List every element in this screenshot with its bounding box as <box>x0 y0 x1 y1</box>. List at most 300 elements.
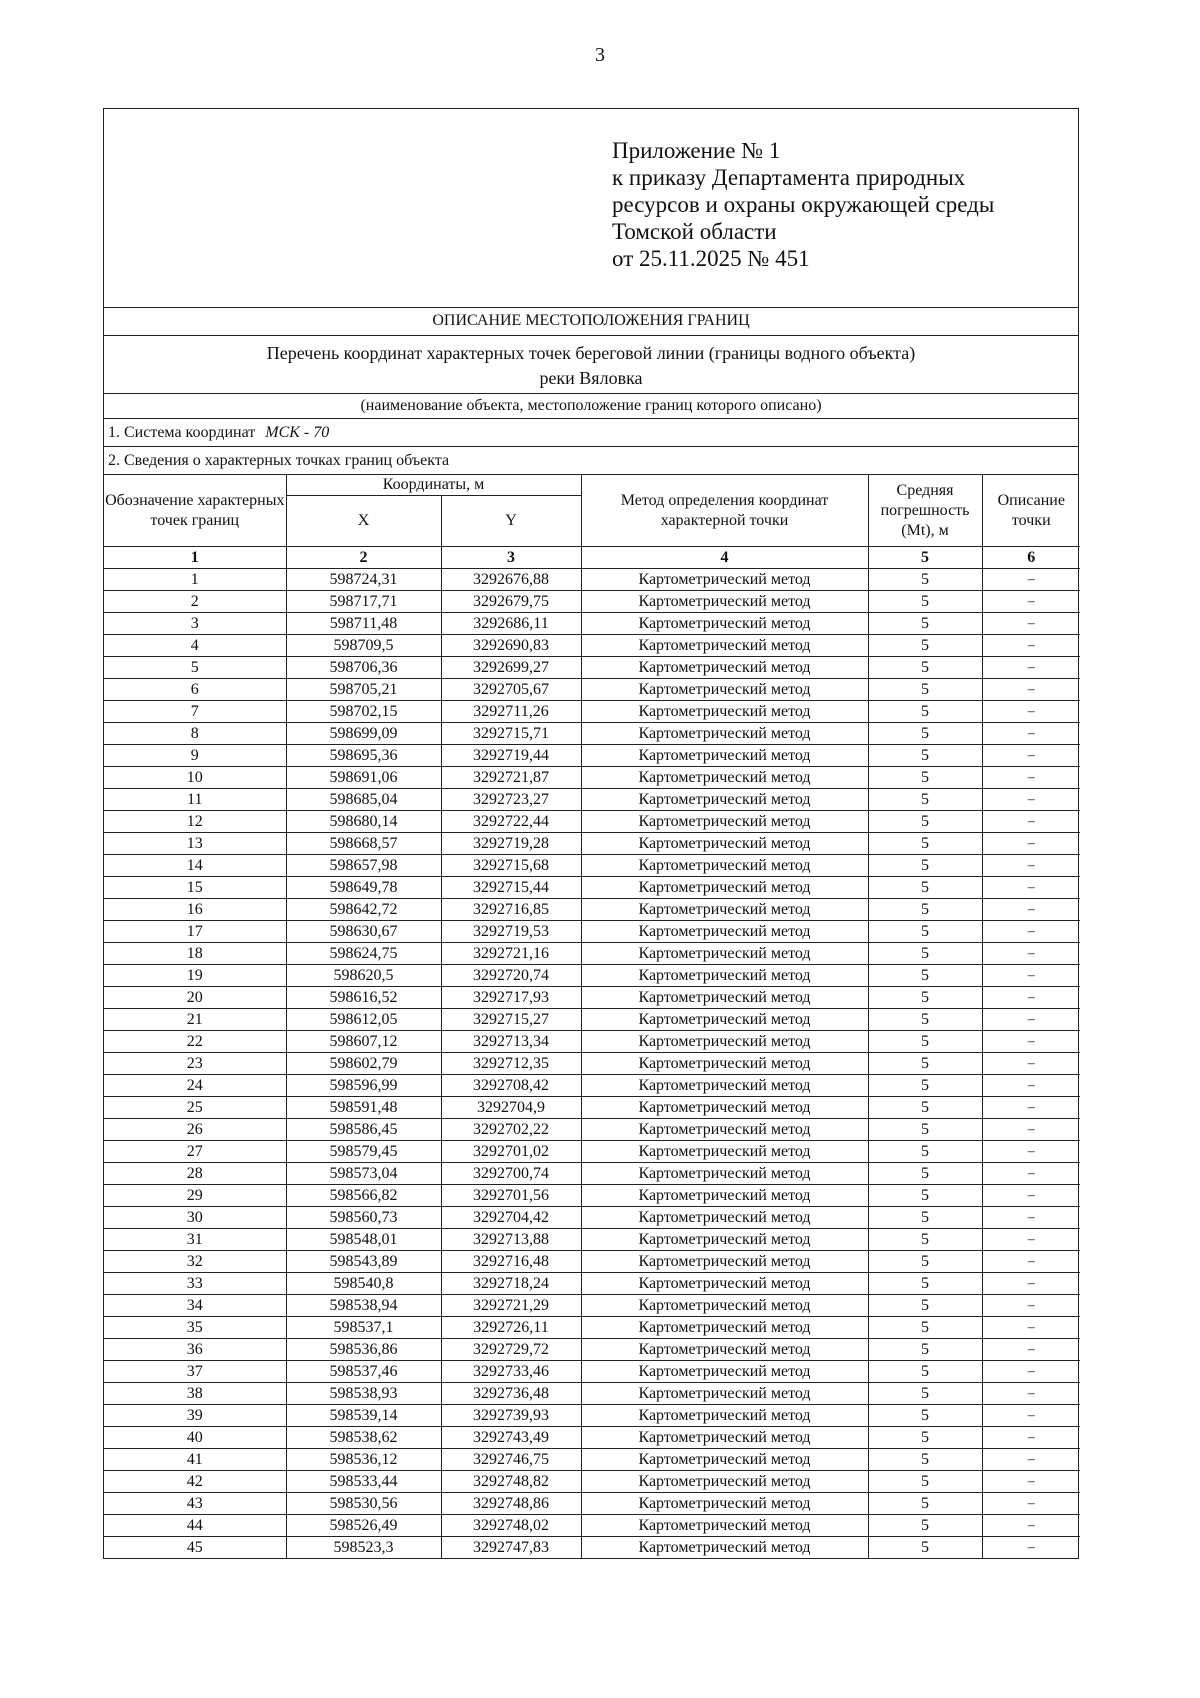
cell-y-value: 3292701,02 <box>441 1141 581 1163</box>
table-row <box>104 899 1080 921</box>
cell-description: – <box>982 1295 1080 1317</box>
cell-method: Картометрический метод <box>581 1141 868 1163</box>
cell-method: Картометрический метод <box>581 877 868 899</box>
cell-point-id: 43 <box>104 1493 286 1515</box>
cell-y-value: 3292679,75 <box>441 591 581 613</box>
cell-error-value: 5 <box>868 1119 982 1141</box>
cell-point-id: 26 <box>104 1119 286 1141</box>
cell-method: Картометрический метод <box>581 723 868 745</box>
table-row <box>104 1185 1080 1207</box>
cell-method: Картометрический метод <box>581 1207 868 1229</box>
cell-description: – <box>982 1009 1080 1031</box>
cell-point-id: 14 <box>104 855 286 877</box>
cell-method: Картометрический метод <box>581 635 868 657</box>
cell-error-value: 5 <box>868 789 982 811</box>
cell-point-id: 11 <box>104 789 286 811</box>
cell-description: – <box>982 1493 1080 1515</box>
cell-y-value: 3292704,42 <box>441 1207 581 1229</box>
cell-method: Картометрический метод <box>581 591 868 613</box>
table-row <box>104 1119 1080 1141</box>
cell-point-id: 19 <box>104 965 286 987</box>
cell-method: Картометрический метод <box>581 1053 868 1075</box>
table-row <box>104 943 1080 965</box>
cell-y-value: 3292715,71 <box>441 723 581 745</box>
cell-y-value: 3292721,87 <box>441 767 581 789</box>
cell-y-value: 3292726,11 <box>441 1317 581 1339</box>
cell-method: Картометрический метод <box>581 1515 868 1537</box>
table-row <box>104 1449 1080 1471</box>
cell-x-value: 598533,44 <box>286 1471 441 1493</box>
cell-y-value: 3292719,53 <box>441 921 581 943</box>
points-heading: 2. Сведения о характерных точках границ объекта <box>104 447 1078 475</box>
cell-y-value: 3292733,46 <box>441 1361 581 1383</box>
cell-error-value: 5 <box>868 1515 982 1537</box>
cell-description: – <box>982 613 1080 635</box>
cell-point-id: 23 <box>104 1053 286 1075</box>
cell-method: Картометрический метод <box>581 965 868 987</box>
cell-method: Картометрический метод <box>581 1119 868 1141</box>
column-number: 1 <box>104 547 286 569</box>
cell-method: Картометрический метод <box>581 789 868 811</box>
cell-x-value: 598702,15 <box>286 701 441 723</box>
cell-error-value: 5 <box>868 1053 982 1075</box>
cell-point-id: 9 <box>104 745 286 767</box>
cell-error-value: 5 <box>868 657 982 679</box>
cell-y-value: 3292720,74 <box>441 965 581 987</box>
table-row <box>104 1493 1080 1515</box>
coordinate-system-row <box>104 419 1078 447</box>
cell-point-id: 3 <box>104 613 286 635</box>
table-row <box>104 1075 1080 1097</box>
cell-point-id: 5 <box>104 657 286 679</box>
cell-error-value: 5 <box>868 1361 982 1383</box>
cell-error-value: 5 <box>868 1493 982 1515</box>
table-row <box>104 1515 1080 1537</box>
cell-error-value: 5 <box>868 1295 982 1317</box>
table-row <box>104 1471 1080 1493</box>
cell-point-id: 31 <box>104 1229 286 1251</box>
cell-y-value: 3292748,02 <box>441 1515 581 1537</box>
cell-error-value: 5 <box>868 569 982 591</box>
cell-y-value: 3292713,88 <box>441 1229 581 1251</box>
table-row <box>104 1273 1080 1295</box>
table-row <box>104 1339 1080 1361</box>
table-row <box>104 811 1080 833</box>
cell-x-value: 598657,98 <box>286 855 441 877</box>
header-point: Обозначение характерных точек границ <box>104 475 286 547</box>
cell-method: Картометрический метод <box>581 1295 868 1317</box>
cell-y-value: 3292721,16 <box>441 943 581 965</box>
cell-description: – <box>982 701 1080 723</box>
table-row <box>104 1251 1080 1273</box>
cell-error-value: 5 <box>868 701 982 723</box>
cell-description: – <box>982 1053 1080 1075</box>
cell-description: – <box>982 1449 1080 1471</box>
table-row <box>104 1317 1080 1339</box>
cell-method: Картометрический метод <box>581 657 868 679</box>
cell-x-value: 598596,99 <box>286 1075 441 1097</box>
table-row <box>104 767 1080 789</box>
cell-error-value: 5 <box>868 591 982 613</box>
cell-error-value: 5 <box>868 1031 982 1053</box>
cell-method: Картометрический метод <box>581 921 868 943</box>
cell-point-id: 10 <box>104 767 286 789</box>
cell-error-value: 5 <box>868 1141 982 1163</box>
cell-method: Картометрический метод <box>581 1339 868 1361</box>
cell-x-value: 598602,79 <box>286 1053 441 1075</box>
cell-error-value: 5 <box>868 811 982 833</box>
appendix-text <box>612 137 994 272</box>
cell-description: – <box>982 877 1080 899</box>
cell-error-value: 5 <box>868 1229 982 1251</box>
cell-y-value: 3292747,83 <box>441 1537 581 1559</box>
cell-method: Картометрический метод <box>581 833 868 855</box>
column-number: 5 <box>868 547 982 569</box>
cell-method: Картометрический метод <box>581 613 868 635</box>
cell-y-value: 3292704,9 <box>441 1097 581 1119</box>
cell-point-id: 25 <box>104 1097 286 1119</box>
cell-point-id: 34 <box>104 1295 286 1317</box>
cell-method: Картометрический метод <box>581 1317 868 1339</box>
cell-x-value: 598709,5 <box>286 635 441 657</box>
cell-point-id: 38 <box>104 1383 286 1405</box>
cell-x-value: 598630,67 <box>286 921 441 943</box>
table-row <box>104 723 1080 745</box>
cell-method: Картометрический метод <box>581 1471 868 1493</box>
cell-method: Картометрический метод <box>581 1405 868 1427</box>
table-row <box>104 1141 1080 1163</box>
cell-y-value: 3292699,27 <box>441 657 581 679</box>
cell-point-id: 4 <box>104 635 286 657</box>
header-error: Средняя погрешность (Mt), м <box>868 475 982 547</box>
cell-y-value: 3292748,86 <box>441 1493 581 1515</box>
cell-point-id: 39 <box>104 1405 286 1427</box>
cell-x-value: 598579,45 <box>286 1141 441 1163</box>
cell-point-id: 28 <box>104 1163 286 1185</box>
cell-error-value: 5 <box>868 1449 982 1471</box>
cell-description: – <box>982 1229 1080 1251</box>
cell-description: – <box>982 833 1080 855</box>
cell-x-value: 598680,14 <box>286 811 441 833</box>
cell-x-value: 598560,73 <box>286 1207 441 1229</box>
table-row <box>104 569 1080 591</box>
table-row <box>104 921 1080 943</box>
cell-point-id: 27 <box>104 1141 286 1163</box>
cell-point-id: 18 <box>104 943 286 965</box>
cell-x-value: 598526,49 <box>286 1515 441 1537</box>
cell-description: – <box>982 1273 1080 1295</box>
cell-x-value: 598538,94 <box>286 1295 441 1317</box>
cell-description: – <box>982 569 1080 591</box>
cell-method: Картометрический метод <box>581 1185 868 1207</box>
cell-description: – <box>982 1405 1080 1427</box>
cell-description: – <box>982 921 1080 943</box>
cell-error-value: 5 <box>868 855 982 877</box>
cell-y-value: 3292723,27 <box>441 789 581 811</box>
table-row <box>104 635 1080 657</box>
cell-point-id: 36 <box>104 1339 286 1361</box>
cell-error-value: 5 <box>868 899 982 921</box>
cell-x-value: 598537,46 <box>286 1361 441 1383</box>
cell-x-value: 598711,48 <box>286 613 441 635</box>
cell-method: Картометрический метод <box>581 1031 868 1053</box>
cell-x-value: 598536,86 <box>286 1339 441 1361</box>
cell-x-value: 598724,31 <box>286 569 441 591</box>
cell-point-id: 15 <box>104 877 286 899</box>
cell-method: Картометрический метод <box>581 1383 868 1405</box>
cell-description: – <box>982 855 1080 877</box>
cell-error-value: 5 <box>868 745 982 767</box>
cell-y-value: 3292716,48 <box>441 1251 581 1273</box>
cell-y-value: 3292715,27 <box>441 1009 581 1031</box>
cell-description: – <box>982 811 1080 833</box>
cell-method: Картометрический метод <box>581 1361 868 1383</box>
header-coords: Координаты, м <box>286 475 581 496</box>
table-row <box>104 1361 1080 1383</box>
cell-description: – <box>982 1163 1080 1185</box>
cell-point-id: 29 <box>104 1185 286 1207</box>
object-title <box>104 336 1078 394</box>
cell-method: Картометрический метод <box>581 745 868 767</box>
cell-error-value: 5 <box>868 1471 982 1493</box>
cell-method: Картометрический метод <box>581 701 868 723</box>
cell-description: – <box>982 1185 1080 1207</box>
cell-method: Картометрический метод <box>581 943 868 965</box>
cell-x-value: 598705,21 <box>286 679 441 701</box>
appendix-line: Томской области <box>612 219 777 244</box>
cell-description: – <box>982 1339 1080 1361</box>
cell-description: – <box>982 745 1080 767</box>
cell-y-value: 3292713,34 <box>441 1031 581 1053</box>
cell-description: – <box>982 723 1080 745</box>
cell-description: – <box>982 591 1080 613</box>
cell-method: Картометрический метод <box>581 1251 868 1273</box>
table-row <box>104 1537 1080 1559</box>
table-row <box>104 1053 1080 1075</box>
cell-method: Картометрический метод <box>581 1449 868 1471</box>
cell-description: – <box>982 1471 1080 1493</box>
cell-y-value: 3292711,26 <box>441 701 581 723</box>
cell-x-value: 598591,48 <box>286 1097 441 1119</box>
cell-error-value: 5 <box>868 1009 982 1031</box>
cell-point-id: 12 <box>104 811 286 833</box>
cell-y-value: 3292721,29 <box>441 1295 581 1317</box>
cell-point-id: 21 <box>104 1009 286 1031</box>
cell-y-value: 3292708,42 <box>441 1075 581 1097</box>
cell-x-value: 598537,1 <box>286 1317 441 1339</box>
cell-error-value: 5 <box>868 1163 982 1185</box>
cell-description: – <box>982 789 1080 811</box>
cell-error-value: 5 <box>868 679 982 701</box>
cell-point-id: 22 <box>104 1031 286 1053</box>
table-row <box>104 1383 1080 1405</box>
cell-method: Картометрический метод <box>581 899 868 921</box>
table-row <box>104 1295 1080 1317</box>
cell-method: Картометрический метод <box>581 679 868 701</box>
cell-error-value: 5 <box>868 723 982 745</box>
table-row <box>104 833 1080 855</box>
cell-point-id: 32 <box>104 1251 286 1273</box>
cell-description: – <box>982 635 1080 657</box>
cell-x-value: 598573,04 <box>286 1163 441 1185</box>
cell-x-value: 598695,36 <box>286 745 441 767</box>
cell-error-value: 5 <box>868 1097 982 1119</box>
cell-error-value: 5 <box>868 1339 982 1361</box>
cell-error-value: 5 <box>868 921 982 943</box>
column-number: 4 <box>581 547 868 569</box>
cell-description: – <box>982 679 1080 701</box>
cell-x-value: 598566,82 <box>286 1185 441 1207</box>
cell-method: Картометрический метод <box>581 569 868 591</box>
table-row <box>104 1427 1080 1449</box>
header-y: Y <box>441 496 581 547</box>
cell-method: Картометрический метод <box>581 811 868 833</box>
table-row <box>104 1207 1080 1229</box>
cell-y-value: 3292718,24 <box>441 1273 581 1295</box>
appendix-line: к приказу Департамента природных <box>612 165 966 190</box>
cell-error-value: 5 <box>868 877 982 899</box>
object-title-line1: Перечень координат характерных точек береговой линии (границы водного объекта) <box>266 343 916 363</box>
coordinate-system-label: 1. Система координат <box>108 424 256 441</box>
cell-y-value: 3292700,74 <box>441 1163 581 1185</box>
cell-y-value: 3292736,48 <box>441 1383 581 1405</box>
cell-x-value: 598540,8 <box>286 1273 441 1295</box>
cell-method: Картометрический метод <box>581 1427 868 1449</box>
cell-description: – <box>982 1427 1080 1449</box>
cell-method: Картометрический метод <box>581 987 868 1009</box>
cell-method: Картометрический метод <box>581 1009 868 1031</box>
cell-y-value: 3292717,93 <box>441 987 581 1009</box>
cell-error-value: 5 <box>868 1317 982 1339</box>
cell-point-id: 6 <box>104 679 286 701</box>
cell-point-id: 44 <box>104 1515 286 1537</box>
cell-y-value: 3292715,68 <box>441 855 581 877</box>
cell-point-id: 1 <box>104 569 286 591</box>
cell-error-value: 5 <box>868 1383 982 1405</box>
cell-description: – <box>982 965 1080 987</box>
cell-y-value: 3292748,82 <box>441 1471 581 1493</box>
cell-y-value: 3292746,75 <box>441 1449 581 1471</box>
table-row <box>104 679 1080 701</box>
cell-x-value: 598717,71 <box>286 591 441 613</box>
page-number: 3 <box>595 44 605 66</box>
cell-description: – <box>982 1207 1080 1229</box>
coordinate-system-value: МСК - 70 <box>265 424 330 441</box>
coordinates-table <box>104 475 1080 1558</box>
cell-x-value: 598706,36 <box>286 657 441 679</box>
cell-x-value: 598607,12 <box>286 1031 441 1053</box>
cell-error-value: 5 <box>868 987 982 1009</box>
cell-error-value: 5 <box>868 1251 982 1273</box>
table-row <box>104 1097 1080 1119</box>
cell-method: Картометрический метод <box>581 1273 868 1295</box>
cell-y-value: 3292690,83 <box>441 635 581 657</box>
cell-x-value: 598620,5 <box>286 965 441 987</box>
cell-x-value: 598649,78 <box>286 877 441 899</box>
cell-error-value: 5 <box>868 833 982 855</box>
cell-point-id: 20 <box>104 987 286 1009</box>
cell-x-value: 598538,93 <box>286 1383 441 1405</box>
table-row <box>104 1009 1080 1031</box>
cell-y-value: 3292705,67 <box>441 679 581 701</box>
table-row <box>104 877 1080 899</box>
cell-method: Картометрический метод <box>581 1229 868 1251</box>
cell-x-value: 598536,12 <box>286 1449 441 1471</box>
cell-error-value: 5 <box>868 965 982 987</box>
cell-description: – <box>982 987 1080 1009</box>
cell-error-value: 5 <box>868 1537 982 1559</box>
cell-error-value: 5 <box>868 1273 982 1295</box>
cell-x-value: 598699,09 <box>286 723 441 745</box>
cell-method: Картометрический метод <box>581 1493 868 1515</box>
cell-y-value: 3292686,11 <box>441 613 581 635</box>
appendix-line: Приложение № 1 <box>612 138 781 163</box>
cell-y-value: 3292716,85 <box>441 899 581 921</box>
cell-description: – <box>982 657 1080 679</box>
cell-y-value: 3292712,35 <box>441 1053 581 1075</box>
cell-method: Картометрический метод <box>581 767 868 789</box>
cell-description: – <box>982 1537 1080 1559</box>
cell-error-value: 5 <box>868 1405 982 1427</box>
cell-description: – <box>982 1075 1080 1097</box>
cell-x-value: 598530,56 <box>286 1493 441 1515</box>
table-row <box>104 613 1080 635</box>
cell-description: – <box>982 1361 1080 1383</box>
cell-y-value: 3292743,49 <box>441 1427 581 1449</box>
cell-description: – <box>982 1141 1080 1163</box>
cell-error-value: 5 <box>868 613 982 635</box>
cell-point-id: 45 <box>104 1537 286 1559</box>
cell-method: Картометрический метод <box>581 1163 868 1185</box>
cell-y-value: 3292701,56 <box>441 1185 581 1207</box>
cell-error-value: 5 <box>868 635 982 657</box>
cell-x-value: 598543,89 <box>286 1251 441 1273</box>
cell-description: – <box>982 1251 1080 1273</box>
cell-error-value: 5 <box>868 1185 982 1207</box>
table-row <box>104 1229 1080 1251</box>
cell-y-value: 3292676,88 <box>441 569 581 591</box>
cell-error-value: 5 <box>868 767 982 789</box>
cell-x-value: 598685,04 <box>286 789 441 811</box>
cell-description: – <box>982 1383 1080 1405</box>
object-note: (наименование объекта, местоположение границ которого описано) <box>104 394 1078 419</box>
cell-point-id: 33 <box>104 1273 286 1295</box>
cell-error-value: 5 <box>868 1207 982 1229</box>
column-number: 3 <box>441 547 581 569</box>
cell-point-id: 17 <box>104 921 286 943</box>
object-name: реки Вяловка <box>539 368 643 388</box>
cell-description: – <box>982 1097 1080 1119</box>
cell-point-id: 8 <box>104 723 286 745</box>
table-row <box>104 855 1080 877</box>
cell-description: – <box>982 1317 1080 1339</box>
cell-description: – <box>982 767 1080 789</box>
cell-x-value: 598616,52 <box>286 987 441 1009</box>
header-description: Описание точки <box>982 475 1080 547</box>
cell-point-id: 35 <box>104 1317 286 1339</box>
cell-point-id: 37 <box>104 1361 286 1383</box>
cell-x-value: 598539,14 <box>286 1405 441 1427</box>
document-frame <box>103 108 1079 1559</box>
cell-description: – <box>982 1119 1080 1141</box>
cell-x-value: 598523,3 <box>286 1537 441 1559</box>
header-method: Метод определения координат характерной точки <box>581 475 868 547</box>
cell-y-value: 3292719,28 <box>441 833 581 855</box>
table-row <box>104 591 1080 613</box>
cell-point-id: 7 <box>104 701 286 723</box>
cell-point-id: 40 <box>104 1427 286 1449</box>
cell-point-id: 16 <box>104 899 286 921</box>
